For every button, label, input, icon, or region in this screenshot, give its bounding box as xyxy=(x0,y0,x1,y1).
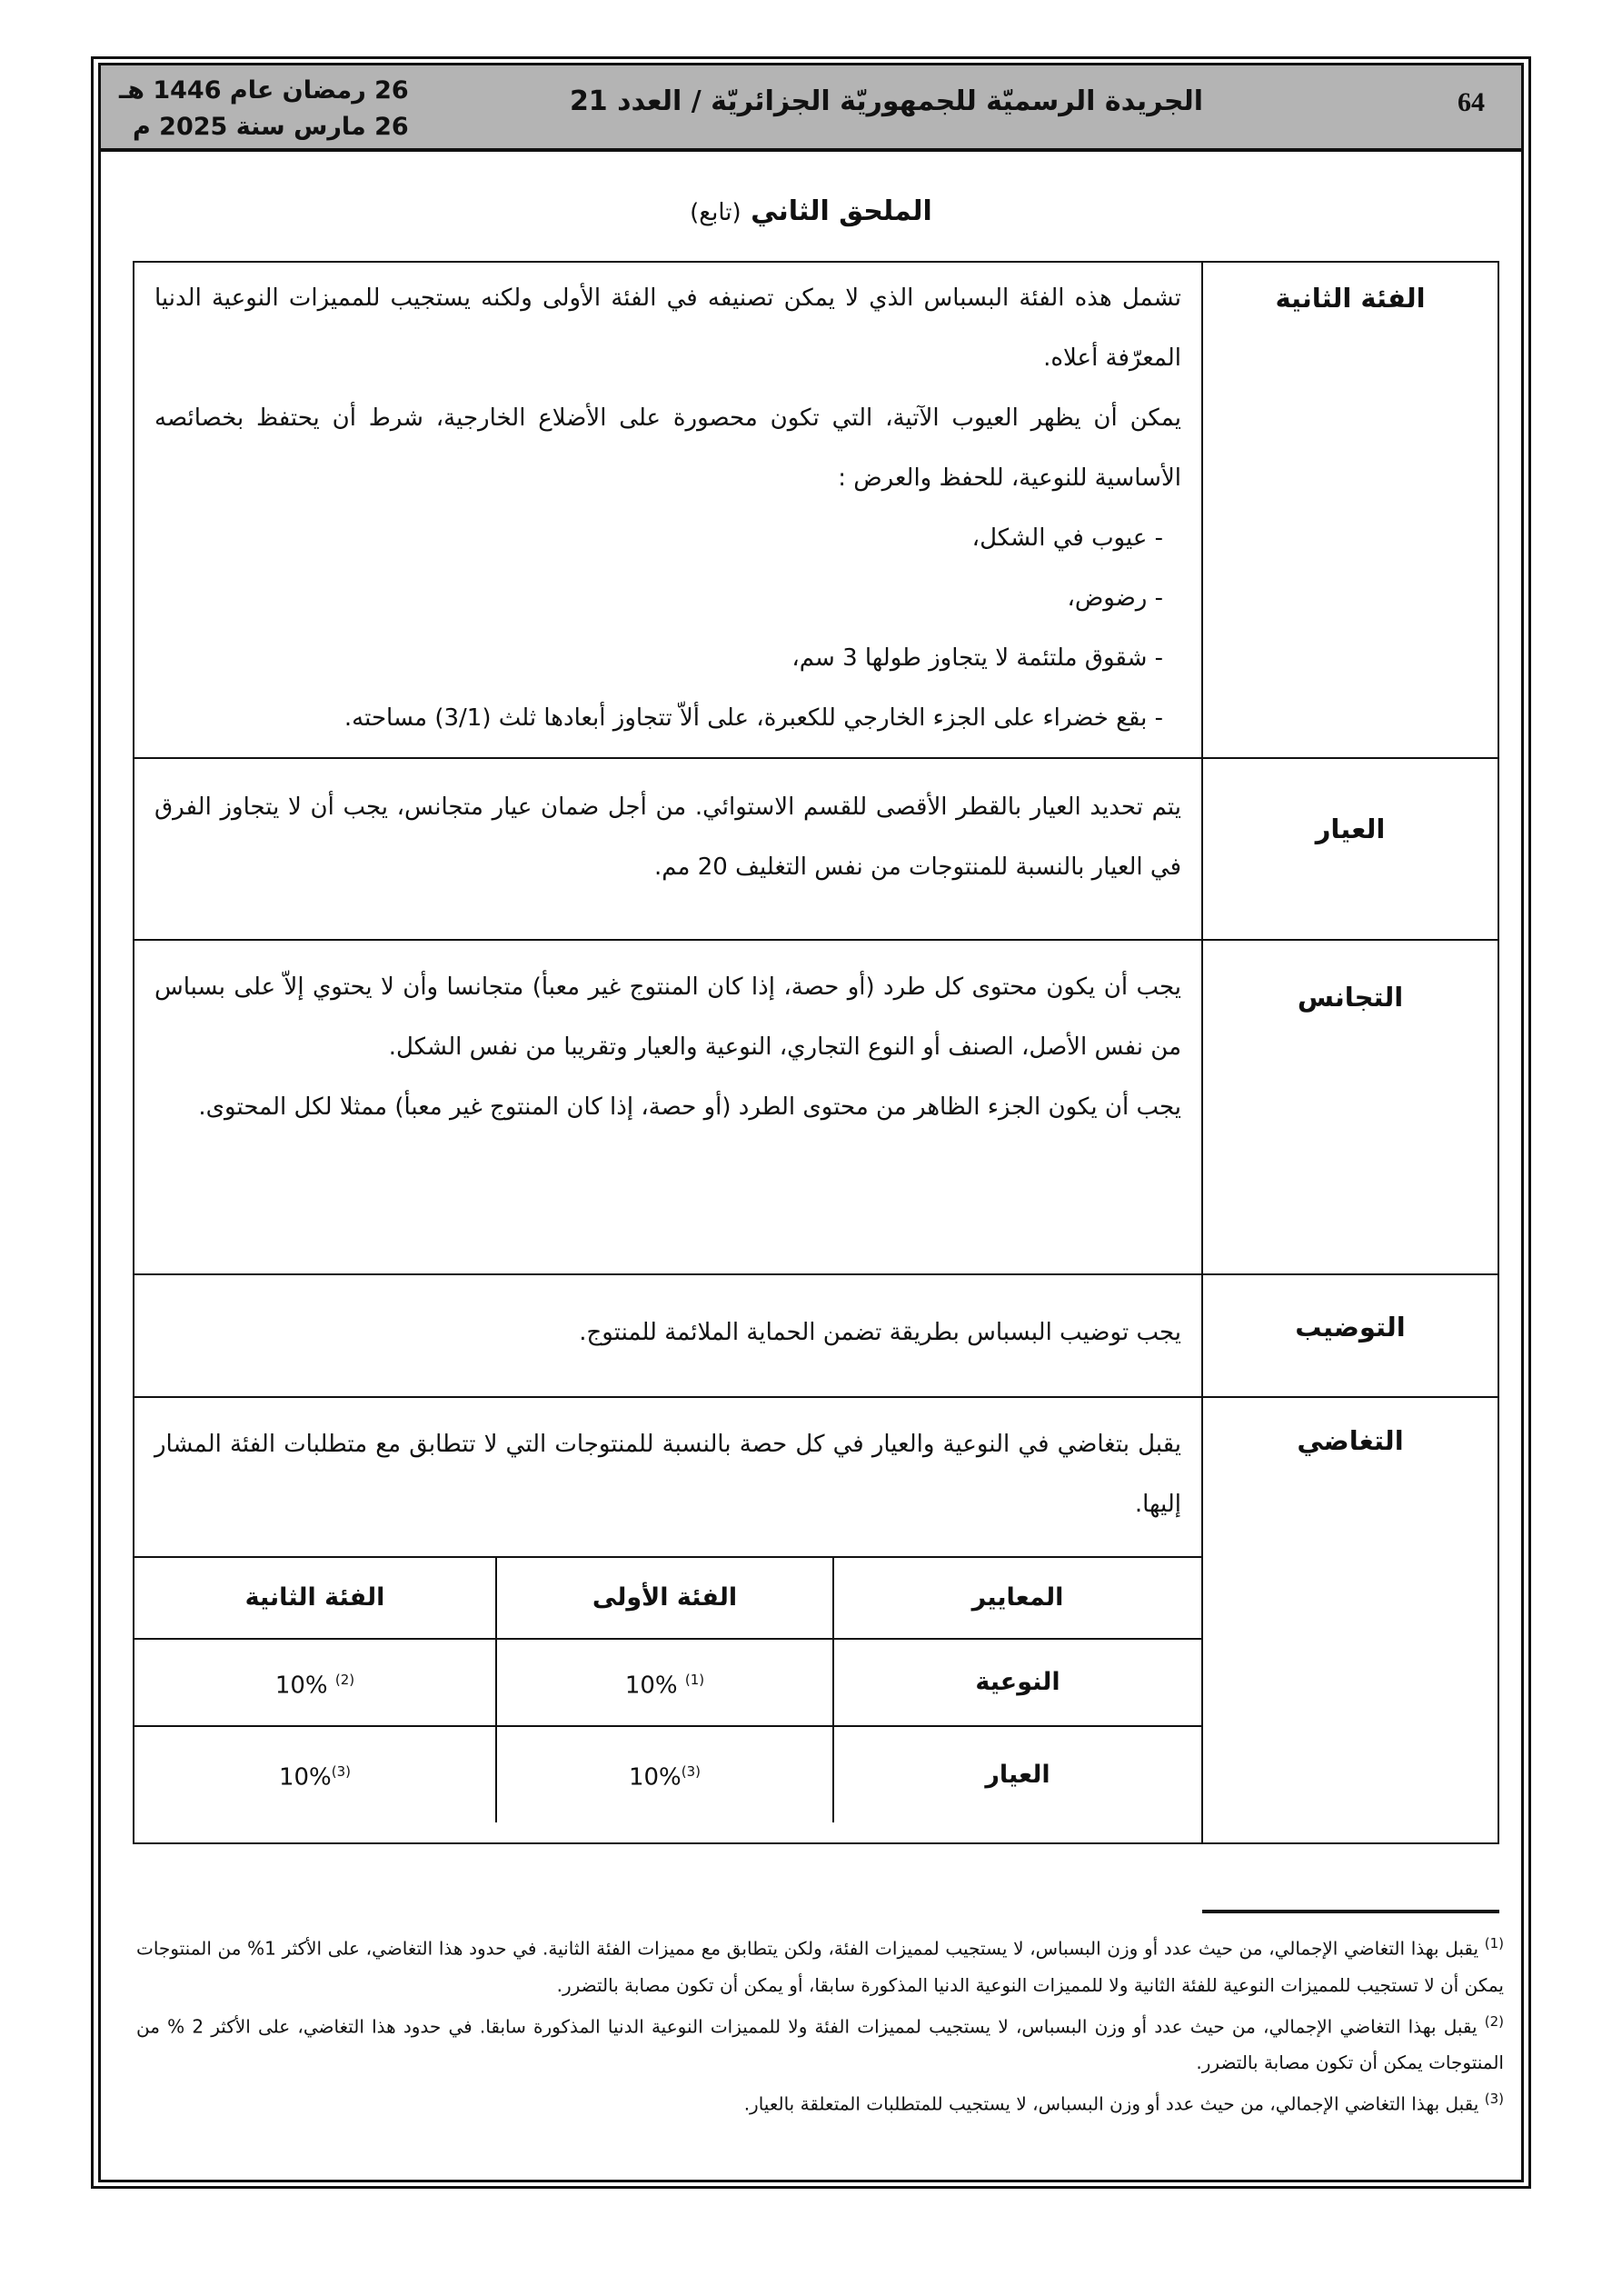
paragraph: يجب أن يكون محتوى كل طرد (أو حصة، إذا كان المنتوج غير معبأ) متجانسا وأن لا يحتوي إلاّ على بسباس من نفس الأصل، الصنف أو النوع التجاري، النوعية والعيار وتقريبا من نفس الشكل. xyxy=(154,973,1181,1061)
footnote-mark: (2) xyxy=(1484,2012,1505,2030)
gazette-header xyxy=(101,65,1521,152)
row-content xyxy=(134,262,1202,758)
bullet-item: - شقوق ملتئمة لا يتجاوز طولها 3 سم، xyxy=(791,644,1163,672)
row-content xyxy=(134,1397,1202,1843)
value: 10% xyxy=(624,1672,678,1700)
bullet-item: - رضوض، xyxy=(1067,584,1163,612)
row-content xyxy=(134,1274,1202,1397)
annex-title-text: الملحق الثاني xyxy=(751,195,932,227)
footnote-ref: (3) xyxy=(331,1763,352,1781)
footnote-text: يقبل بهذا التغاضي الإجمالي، من حيث عدد أو وزن البسباس، لا يستجيب لمميزات الفئة، ولكن يتطابق مع مميزات الفئة الثانية. في حدود هذا التغاضي، على الأكثر 1% من المنتوجات يمكن أن لا تستجيب للمميزات النوعية للفئة الثانية ولا للمميزات النوعية الدنيا المذكورة سابقا، أو يمكن أن تكون مصابة بالتضرر. xyxy=(136,1937,1504,1996)
footnote xyxy=(136,1925,1504,2003)
footnote-text: يقبل بهذا التغاضي الإجمالي، من حيث عدد أو وزن البسباس، لا يستجيب للمتطلبات المتعلقة بالعيار. xyxy=(743,2092,1479,2115)
footnote-text: يقبل بهذا التغاضي الإجمالي، من حيث عدد أو وزن البسباس، لا يستجيب لمميزات الفئة ولا للمميزات النوعية الدنيا المذكورة سابقا. في حدود هذا التغاضي، على الأكثر 2 % من المنتوجات يمكن أن تكون مصابة بالتضرر. xyxy=(136,2015,1504,2074)
first-value xyxy=(496,1639,833,1726)
value: 10% xyxy=(628,1763,682,1792)
footnote-ref: (1) xyxy=(684,1671,705,1688)
footnotes xyxy=(136,1925,1504,2122)
paragraph: يتم تحديد العيار بالقطر الأقصى للقسم الاستوائي. من أجل ضمان عيار متجانس، يجب أن لا يتجاوز الفرق في العيار بالنسبة للمنتوجات من نفس التغليف 20 مم. xyxy=(154,794,1181,881)
tolerance-row xyxy=(134,1726,1201,1822)
paragraph: يجب توضيب البسباس بطريقة تضمن الحماية الملائمة للمنتوج. xyxy=(579,1319,1181,1346)
table-row xyxy=(134,1397,1498,1843)
footnote xyxy=(136,2081,1504,2122)
footnote-mark: (1) xyxy=(1484,1935,1504,1952)
specifications-table xyxy=(133,261,1499,1844)
row-content xyxy=(134,758,1202,940)
row-label: التوضيب xyxy=(1202,1274,1498,1397)
row-label: العيار xyxy=(1202,758,1498,940)
bullet-item: - بقع خضراء على الجزء الخارجي للكعبرة، على ألاّ تتجاوز أبعادها ثلث (3/1) مساحته. xyxy=(343,704,1163,732)
date-gregorian: 26 مارس سنة 2025 م xyxy=(132,113,409,141)
tolerance-header-row xyxy=(134,1557,1201,1639)
paragraph: يقبل بتغاضي في النوعية والعيار في كل حصة بالنسبة للمنتوجات التي لا تتطابق مع متطلبات الفئة المشار إليها. xyxy=(154,1431,1181,1518)
footnote-separator xyxy=(1202,1910,1499,1913)
paragraph: تشمل هذه الفئة البسباس الذي لا يمكن تصنيفه في الفئة الأولى ولكنه يستجيب للمميزات النوعية الدنيا المعرّفة أعلاه. xyxy=(154,285,1181,372)
table-row xyxy=(134,1274,1498,1397)
footnote-mark: (3) xyxy=(1484,2091,1504,2108)
issue-date xyxy=(119,73,409,145)
table-row xyxy=(134,940,1498,1274)
table-row xyxy=(134,758,1498,940)
row-label: التغاضي xyxy=(1202,1397,1498,1843)
criterion: العيار xyxy=(833,1726,1201,1822)
date-hijri: 26 رمضان عام 1446 هـ xyxy=(119,76,409,105)
tolerance-table xyxy=(134,1556,1201,1822)
row-label: التجانس xyxy=(1202,940,1498,1274)
second-value xyxy=(134,1639,496,1726)
first-value xyxy=(496,1726,833,1822)
header-first-category: الفئة الأولى xyxy=(496,1557,833,1639)
annex-title xyxy=(0,195,1622,227)
value: 10% xyxy=(278,1763,332,1792)
annex-suffix: (تابع) xyxy=(690,199,741,226)
footnote-ref: (3) xyxy=(681,1763,702,1781)
row-label: الفئة الثانية xyxy=(1202,262,1498,758)
footnote-ref: (2) xyxy=(334,1671,355,1688)
header-criteria: المعايير xyxy=(833,1557,1201,1639)
gazette-title: الجريدة الرسميّة للجمهوريّة الجزائريّة / العدد 21 xyxy=(569,85,1203,117)
footnote xyxy=(136,2003,1504,2081)
paragraph: يمكن أن يظهر العيوب الآتية، التي تكون محصورة على الأضلاع الخارجية، شرط أن يحتفظ بخصائصه الأساسية للنوعية، للحفظ والعرض : xyxy=(154,404,1181,492)
second-value xyxy=(134,1726,496,1822)
criterion: النوعية xyxy=(833,1639,1201,1726)
page-number: 64 xyxy=(1458,87,1485,117)
row-content xyxy=(134,940,1202,1274)
header-second-category: الفئة الثانية xyxy=(134,1557,496,1639)
value: 10% xyxy=(274,1672,328,1700)
paragraph: يجب أن يكون الجزء الظاهر من محتوى الطرد (أو حصة، إذا كان المنتوج غير معبأ) ممثلا لكل المحتوى. xyxy=(198,1093,1181,1121)
table-row xyxy=(134,262,1498,758)
tolerance-row xyxy=(134,1639,1201,1726)
bullet-item: - عيوب في الشكل، xyxy=(971,524,1163,552)
